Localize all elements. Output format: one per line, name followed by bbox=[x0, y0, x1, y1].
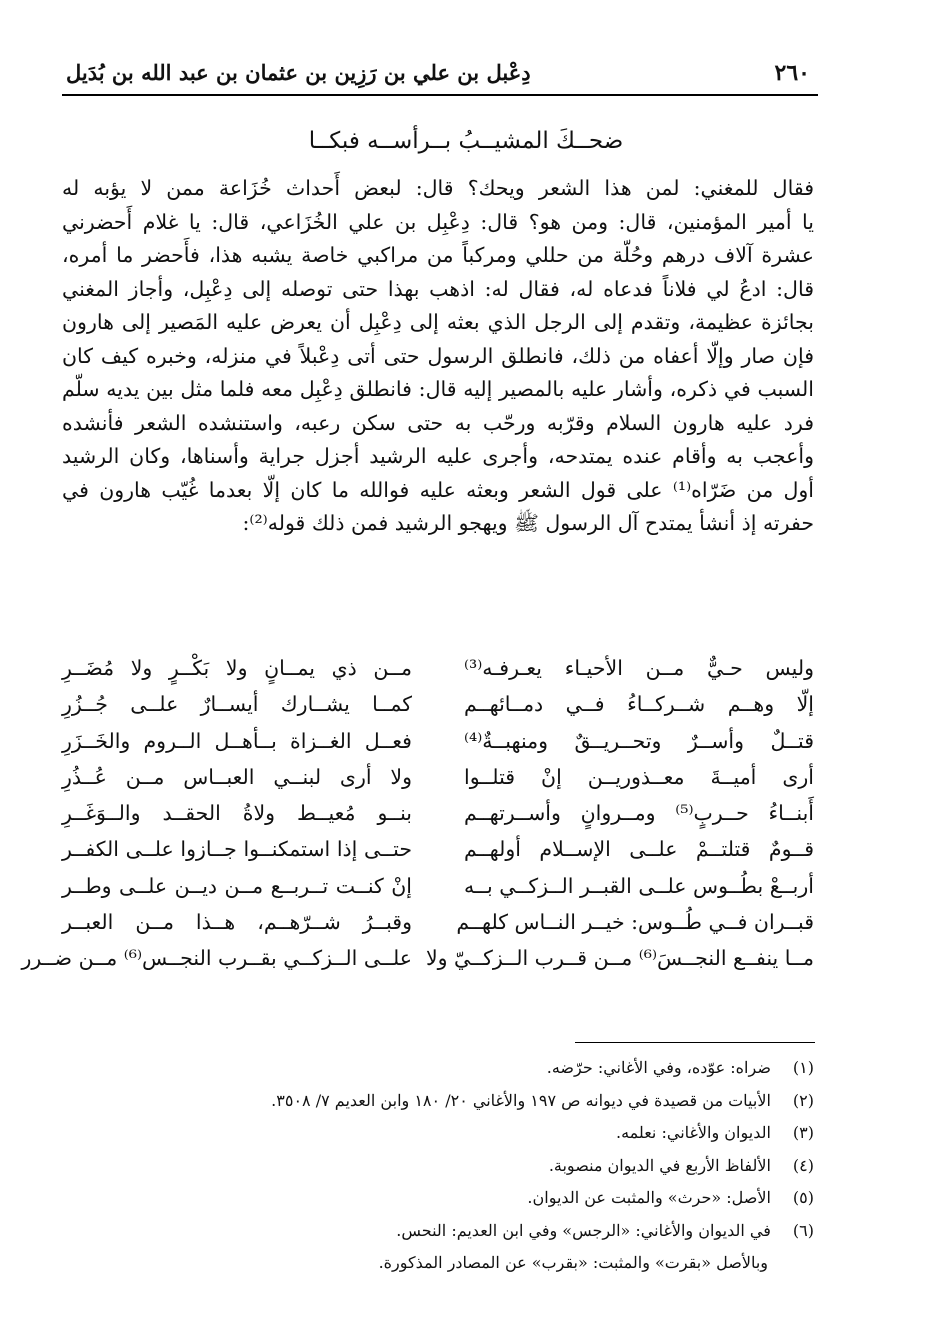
footnote bbox=[62, 1052, 814, 1085]
prose-line: فقال للمغني: لمن هذا الشعر ويحك؟ قال: لبعض أَحداث خُزَاعة ممن لا يؤبه له bbox=[62, 176, 814, 200]
verse-first-hemistich: قــومٌ قتلتــمْ علــى الإســلام أولهــم bbox=[464, 837, 814, 862]
footnote bbox=[62, 1085, 814, 1118]
poem-verse bbox=[62, 831, 814, 867]
verse-second-hemistich: وقبــرُ شــرّهــم، هــذا مــن العبــر bbox=[62, 910, 412, 935]
poem-verse bbox=[62, 868, 814, 904]
prose-body bbox=[62, 172, 814, 541]
poem bbox=[21, 650, 814, 977]
footnote-number: (٣) bbox=[792, 1123, 814, 1142]
prose-line: وأعجب به وأقام عنده يمتدحه، وأجرى عليه الرشيد أجزل جراية وأسناها، وكان الرشيد bbox=[62, 444, 814, 468]
verse-second-hemistich: مــن ذي يمــانٍ ولا بَكْــرٍ ولا مُضَــرِ bbox=[62, 656, 412, 680]
verse-first-hemistich: وليس حـيٌّ مــن الأحيـاء يعـرفـه⁽³⁾ bbox=[464, 656, 814, 680]
footnote-separator bbox=[575, 1042, 815, 1043]
verse-second-hemistich: فعــل الغــزاة بــأهــل الــروم والخَــزَرِ bbox=[62, 728, 412, 753]
prose-line: أول من ضَرّاه⁽¹⁾ على قول الشعر وبعثه عليه فوالله ما كان إلّا بعدما غُيّب هارون في bbox=[62, 477, 814, 502]
running-title: دِعْبل بن علي بن رَزِين بن عثمان بن عبد الله بن بُدَيل bbox=[66, 60, 531, 85]
verse-second-hemistich: علــى الــزكــي بقــرب النجــس⁽⁶⁾ مــن ضــرر bbox=[21, 946, 412, 971]
chapter-title: ضحــكَ المشيــبُ بــرأســه فبكــا bbox=[308, 128, 624, 154]
footnote-number: (٦) bbox=[792, 1220, 814, 1240]
footnote bbox=[62, 1150, 814, 1183]
prose-line: قال: ادعُ لي فلاناً فدعاه له، فقال له: اذهب بهذا حتى توصله إلى دِعْبِل، وأجاز المغني bbox=[62, 276, 814, 301]
footnote-text: الألفاظ الأربع في الديوان منصوبة. bbox=[548, 1155, 771, 1175]
poem-verse bbox=[62, 650, 814, 686]
verse-first-hemistich: قبــران فــي طُــوس: خيــر النــاس كلهــم bbox=[456, 910, 814, 935]
footnote-text: ضراه: عوّده، وفي الأغاني: حرّضه. bbox=[546, 1058, 771, 1077]
prose-line: حفرته إذ أنشأ يمتدح آل الرسول ﷺ ويهجو الرشيد فمن ذلك قوله⁽²⁾: bbox=[242, 511, 814, 535]
poem-verse bbox=[21, 940, 814, 976]
verse-second-hemistich: إنْ كنــت تــربــع مــن ديــن علــى وطــر bbox=[62, 873, 412, 898]
prose-line: السبب في ذكره، وأشار عليه بالمصير إليه قال: فانطلق دِعْبِل معه فلما مثل بين يديه سلّم bbox=[62, 377, 814, 401]
footnote-number: (٥) bbox=[792, 1188, 814, 1207]
verse-first-hemistich: أَبنــاءُ حــربٍ⁽⁵⁾ ومــروانٍ وأســرتهــم bbox=[464, 801, 814, 826]
page-header bbox=[62, 56, 818, 96]
footnote-text: الأصل: «حرث» والمثبت عن الديوان. bbox=[527, 1188, 771, 1207]
verse-first-hemistich: قتــلٌ وأســرٌ وتحــريــقٌ ومنهبــةٌ⁽⁴⁾ bbox=[464, 728, 814, 753]
poem-verse bbox=[62, 686, 814, 722]
page-number: ٢٦٠ bbox=[774, 60, 810, 86]
footnote-continuation: وبالأصل «بقرت» والمثبت: «بقرب» عن المصادر المذكورة. bbox=[378, 1253, 768, 1272]
verse-second-hemistich: بنــو مُعيــط ولاةُ الحقــد والــوَغَــرِ bbox=[62, 801, 412, 826]
footnotes bbox=[62, 1052, 814, 1280]
prose-line: فإن صار وإلّا أعفاه من ذلك، فانطلق الرسول حتى أتى دِعْبلاً في منزله، وخبره كيف كان bbox=[62, 343, 814, 368]
prose-line: بجائزة عظيمة، وتقدم إلى الرجل الذي بعثه إلى دِعْبِل أن يعرض عليه المَصير إلى هارون bbox=[62, 310, 814, 334]
footnote-number: (٢) bbox=[792, 1090, 814, 1110]
footnote-text: في الديوان والأغاني: «الرجس» وفي ابن العديم: النحس. bbox=[396, 1220, 771, 1240]
footnote-number: (١) bbox=[792, 1058, 814, 1077]
verse-second-hemistich: ولا أرى لبنــي العبــاس مــن عُــذُرِ bbox=[62, 764, 412, 789]
verse-first-hemistich: أربــعْ بطُــوس علــى القبــر الــزكــي بــه bbox=[464, 873, 814, 898]
footnote bbox=[62, 1215, 814, 1248]
footnote bbox=[62, 1117, 814, 1150]
poem-verse bbox=[62, 795, 814, 831]
prose-line: عشرة آلاف درهم وحُلّة من حللي ومركباً من مراكبي خاصة يشبه هذا، فأَحضر ما أمره، bbox=[62, 243, 814, 267]
poem-verse bbox=[62, 723, 814, 759]
footnote-number: (٤) bbox=[792, 1155, 814, 1175]
verse-second-hemistich: كمــا يشــارك أيســارٌ علــى جُــزُرِ bbox=[62, 692, 412, 717]
footnote-text: الديوان والأغاني: نعلمه. bbox=[616, 1123, 771, 1142]
footnote bbox=[62, 1182, 814, 1215]
prose-line: فرد عليه هارون السلام وقرّبه ورحّب به حتى سكن رعبه، واستنشده الشعر فأنشده bbox=[62, 410, 814, 435]
poem-verse bbox=[62, 904, 814, 940]
verse-first-hemistich: أرى أميــةَ معــذوريــن إنْ قتلــوا bbox=[464, 764, 814, 789]
poem-verse bbox=[62, 759, 814, 795]
prose-line: يا أمير المؤمنين، قال: ومن هو؟ قال: دِعْبِل بن علي الخُزَاعي، قال: يا غلام أَحضرني bbox=[62, 209, 814, 234]
verse-second-hemistich: حتــى إذا استمكنــوا جــازوا علــى الكفــر bbox=[62, 837, 412, 862]
verse-first-hemistich: إلّا وهــم شــركــاءُ فــي دمــائهــم bbox=[464, 692, 814, 717]
footnote-text: الأبيات من قصيدة في ديوانه ص ١٩٧ والأغاني ٢٠/ ١٨٠ وابن العديم ٧/ ٣٥٠٨. bbox=[271, 1090, 771, 1110]
verse-first-hemistich: مــا ينفــع النجــسَ⁽⁶⁾ مــن قــرب الــزكــيّ ولا bbox=[425, 946, 814, 971]
